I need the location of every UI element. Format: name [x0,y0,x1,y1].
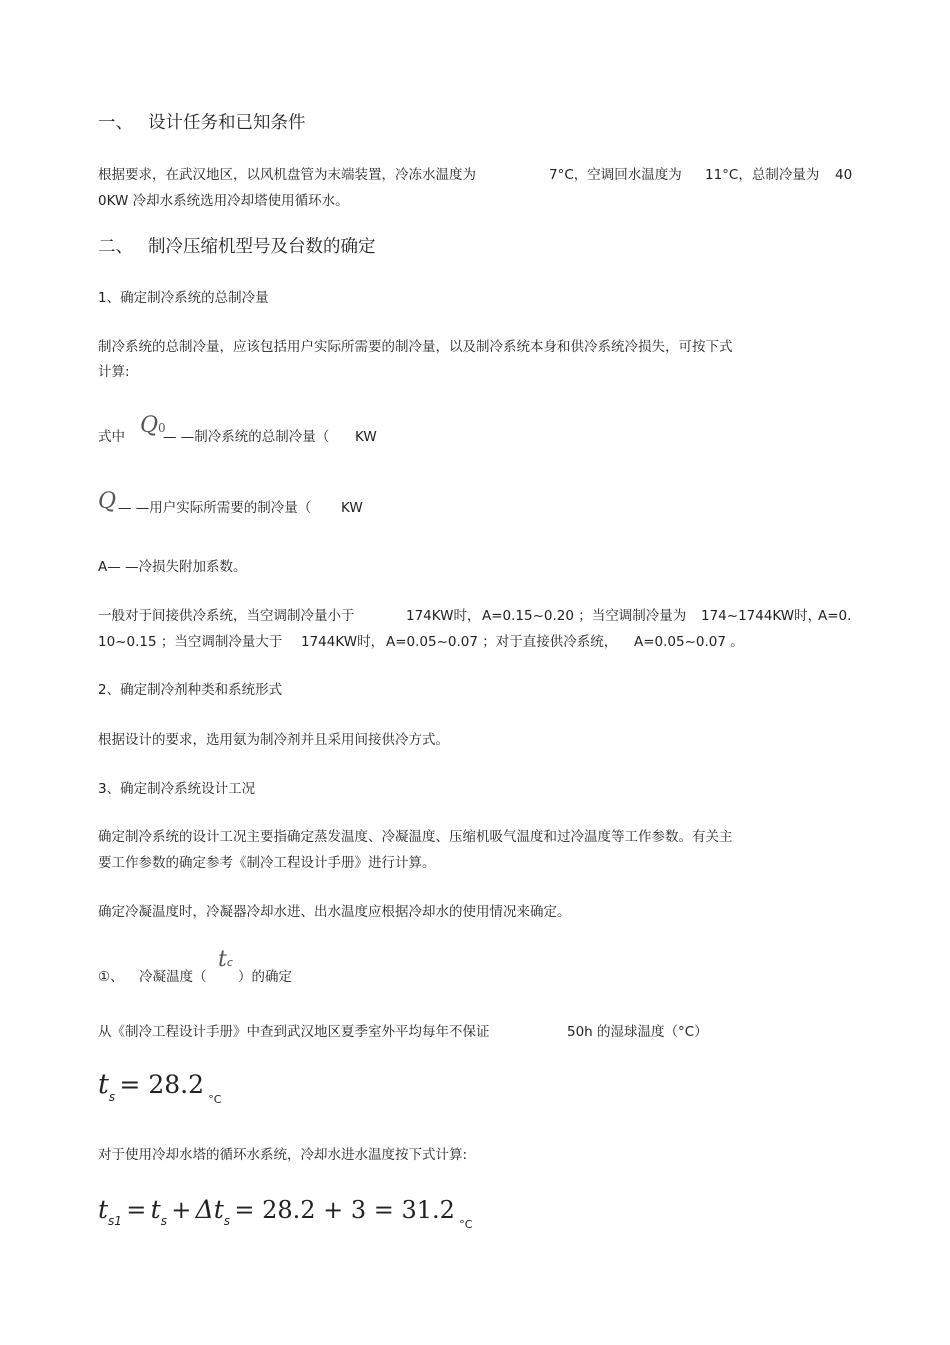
para-1-line-2: 0KW 冷却水系统选用冷却塔使用循环水。 [98,193,349,209]
para-5-line-1: 确定制冷系统的设计工况主要指确定蒸发温度、冷凝温度、压缩机吸气温度和过冷温度等工作参数。有关主 [98,829,733,845]
para-3-h: A=0.05~0.07 ；对于直接供冷系统， [386,634,618,650]
equation-1 [98,1068,221,1108]
subheading-2: 2、确定制冷剂种类和系统形式 [98,682,283,698]
para-3-b: 174KW时， [406,608,481,624]
para-4: 根据设计的要求，选用氨为制冷剂并且采用间接供冷方式。 [98,732,449,748]
eq-1-value: = 28.2 [119,1070,204,1099]
def-2-symbol: Q [98,489,117,514]
para-3-f: 10~0.15 ；当空调制冷量大于 [98,634,283,650]
para-3-a: 一般对于间接供冷系统，当空调制冷量小于 [98,608,355,624]
eq-2-t2: t [150,1195,161,1224]
eq-2-sub3: s [223,1214,231,1228]
def-3-text: A— —冷损失附加系数。 [98,559,247,575]
eq-1-unit: °C [208,1093,222,1106]
subheading-3: 3、确定制冷系统设计工况 [98,781,256,797]
item-1-symbol [218,947,233,984]
eq-2-equals: = [126,1196,147,1224]
item-1-text-b: ）的确定 [238,969,292,985]
para-3-c: A=0.15~0.20 ；当空调制冷量为 [482,608,687,624]
item-1-symbol-t: t [218,947,227,972]
para-1-part-d: 40 [835,167,853,183]
equation-2 [98,1193,472,1233]
def-1-symbol-sub: 0 [158,421,166,435]
eq-2-delta: Δt [195,1195,224,1224]
para-7-b: 50h 的湿球温度（°C） [567,1024,708,1040]
eq-2-t1: t [98,1195,109,1224]
eq-2-sub2: s [160,1214,167,1228]
def-1-prefix: 式中 [98,429,125,445]
eq-2-value: = 28.2 + 3 = 31.2 [234,1196,455,1224]
item-1-symbol-sub: c [226,956,233,969]
para-6: 确定冷凝温度时，冷凝器冷却水进、出水温度应根据冷却水的使用情况来确定。 [98,904,571,920]
item-1-text-a: 冷凝温度（ [139,969,207,985]
def-1-symbol [140,413,166,448]
subheading-1: 1、确定制冷系统的总制冷量 [98,290,269,306]
section-1-number: 一、 [98,113,133,133]
eq-1-symbol: t [98,1069,109,1100]
para-3-i: A=0.05~0.07 。 [634,634,744,650]
eq-2-sub1: s1 [108,1214,122,1228]
eq-1-sub: s [108,1090,116,1104]
para-1-part-c: 11°C，总制冷量为 [705,167,820,183]
para-7-a: 从《制冷工程设计手册》中查到武汉地区夏季室外平均每年不保证 [98,1024,490,1040]
para-3-g: 1744KW时， [301,634,385,650]
section-2-title: 制冷压缩机型号及台数的确定 [148,237,376,257]
para-5-line-2: 要工作参数的确定参考《制冷工程设计手册》进行计算。 [98,855,436,871]
para-1-part-a: 根据要求，在武汉地区，以风机盘管为末端装置，冷冻水温度为 [98,167,476,183]
section-1-title: 设计任务和已知条件 [148,113,306,133]
def-1-text: — —制冷系统的总制冷量（ [163,429,330,445]
para-3-d: 174~1744KW时， [701,608,822,624]
def-1-symbol-q: Q [140,413,159,438]
eq-2-plus: + [171,1196,192,1224]
def-2-unit: KW [341,500,363,516]
para-8: 对于使用冷却水塔的循环水系统，冷却水进水温度按下式计算: [98,1147,468,1163]
def-2-text: — —用户实际所需要的制冷量（ [118,500,312,516]
item-1-number: ①、 [98,969,124,985]
para-3-e: A=0. [818,608,852,624]
para-2-line-2: 计算: [98,364,130,380]
para-1-part-b: 7°C，空调回水温度为 [549,167,682,183]
eq-2-unit: °C [459,1218,473,1231]
def-1-unit: KW [355,429,377,445]
section-2-number: 二、 [98,237,133,257]
para-2-line-1: 制冷系统的总制冷量，应该包括用户实际所需要的制冷量，以及制冷系统本身和供冷系统冷损失，可按下式 [98,339,733,355]
